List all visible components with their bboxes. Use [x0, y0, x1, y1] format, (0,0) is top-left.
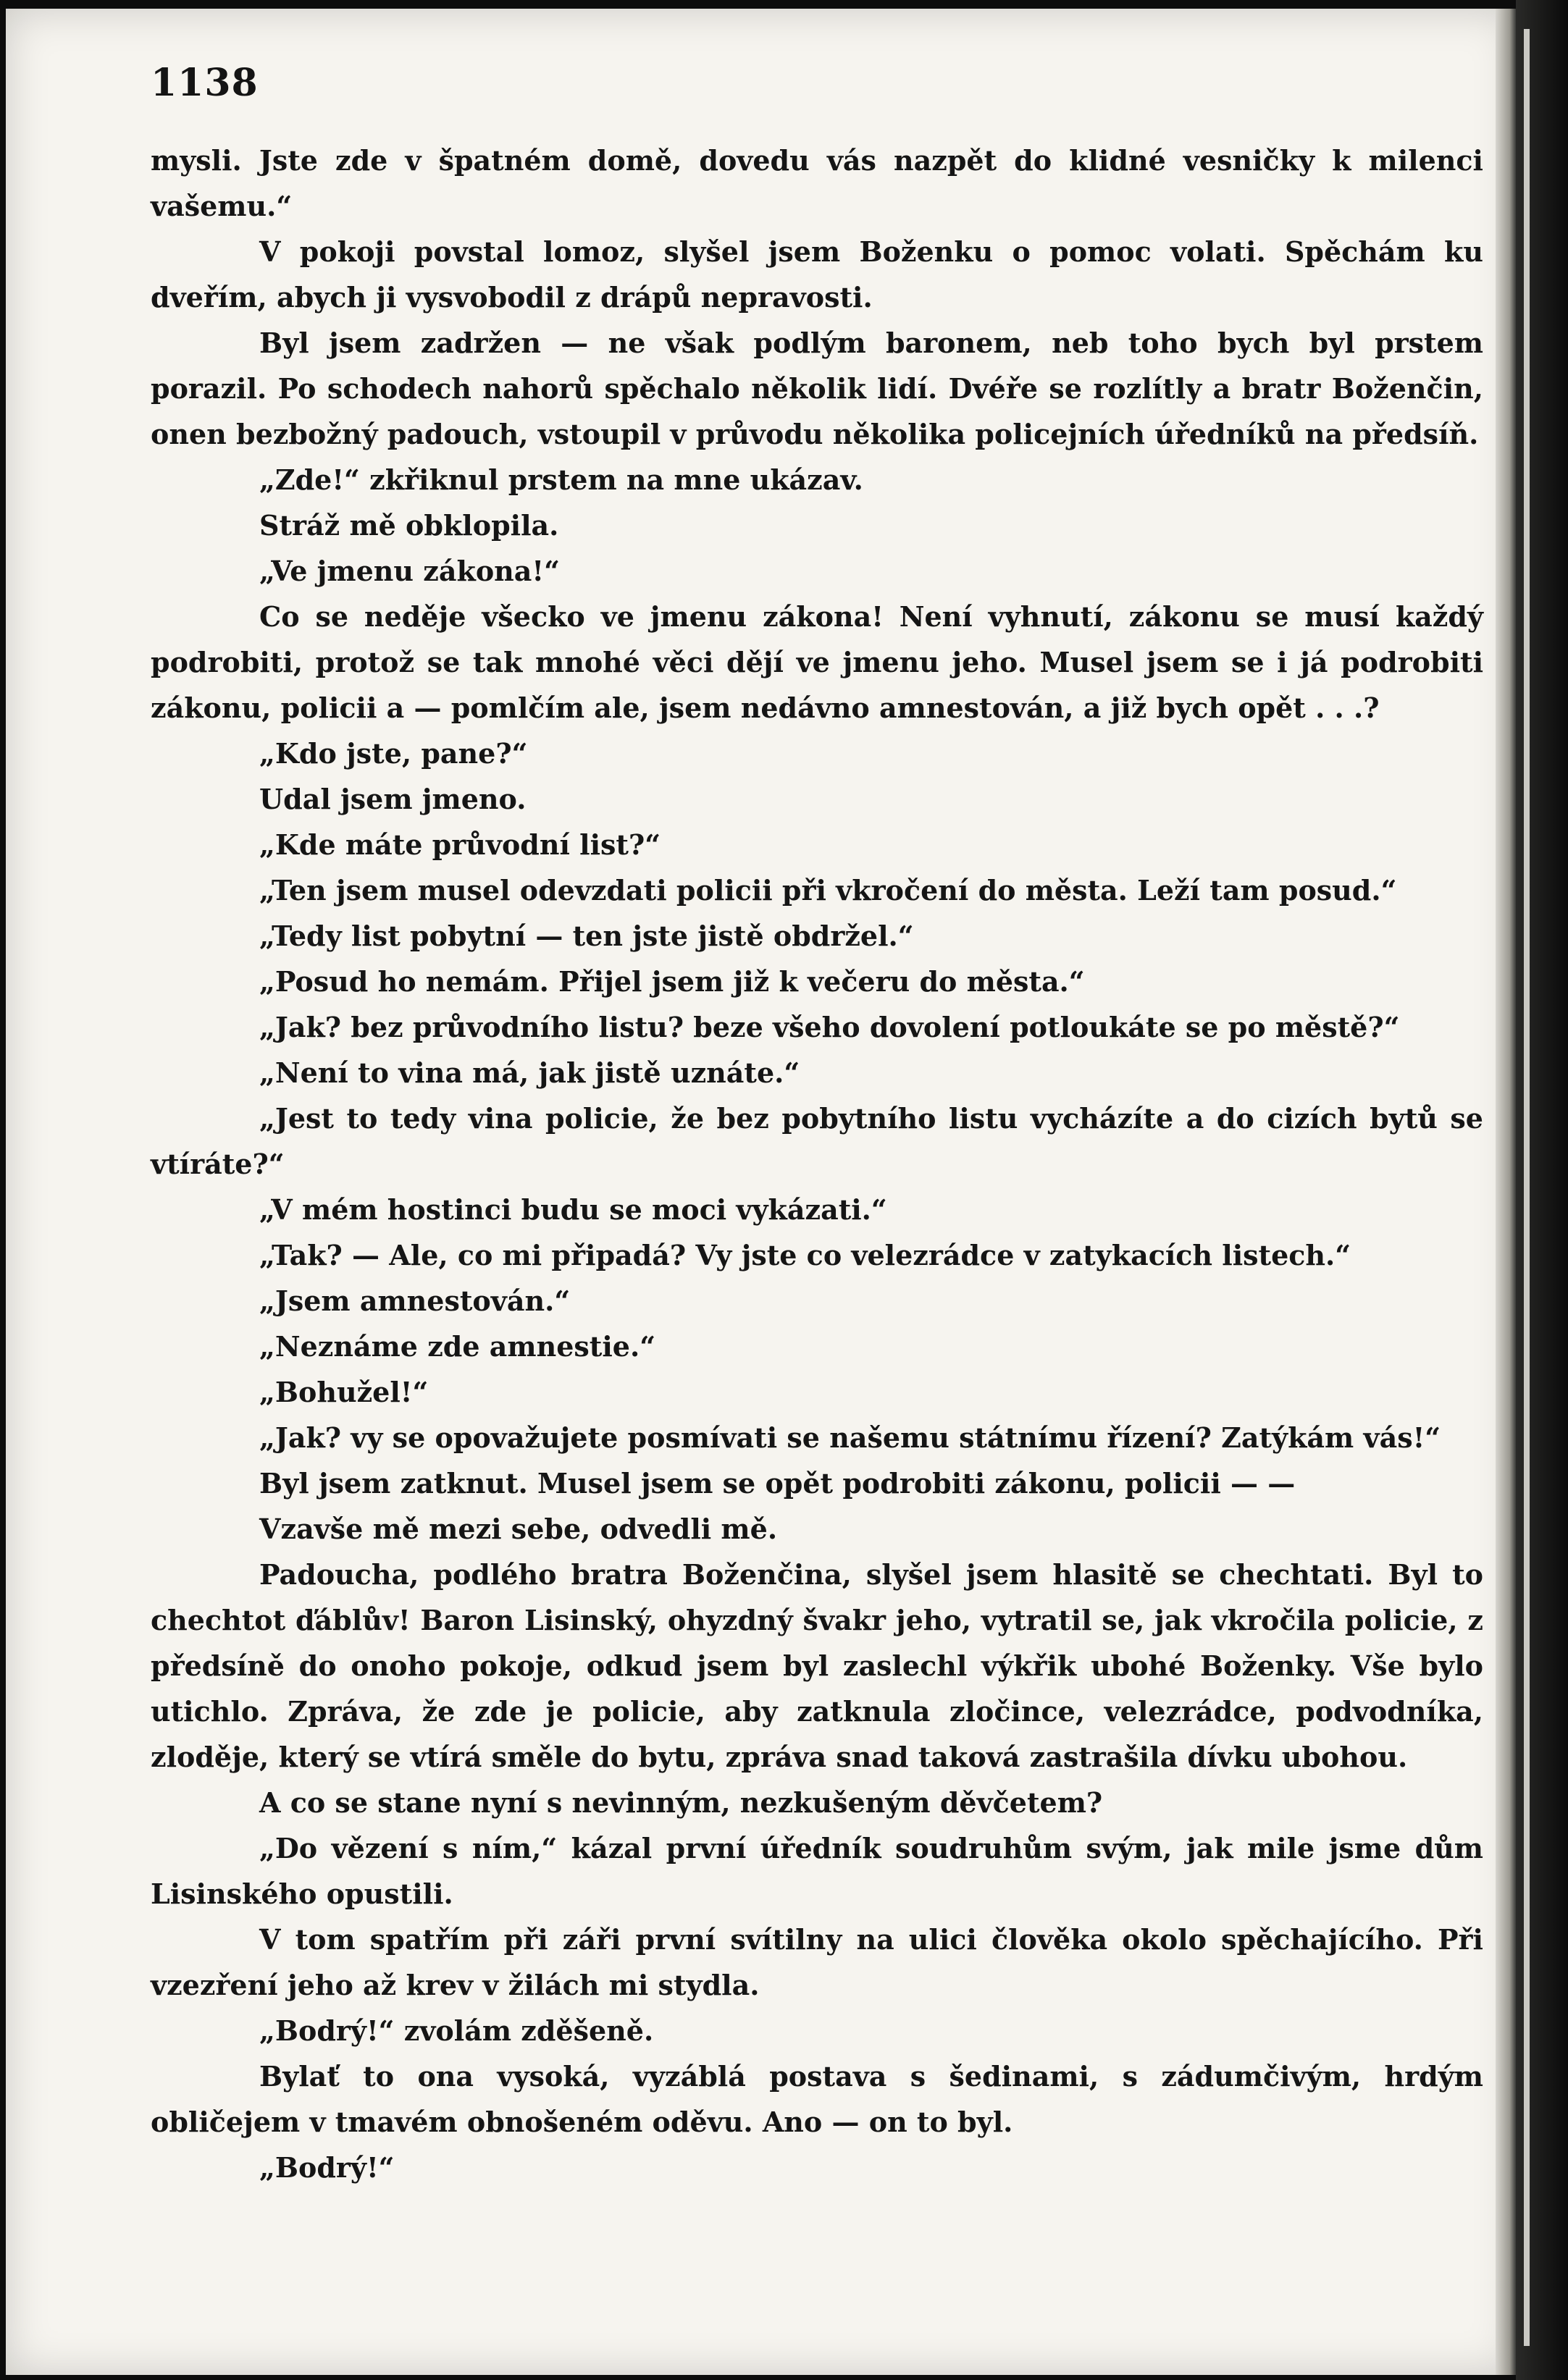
paragraph: Byl jsem zadržen — ne však podlým baronem, neb toho bych byl prstem porazil. Po schodech nahorů spěchalo několik lidí. Dvéře se rozlítly a bratr Boženčin, onen bezbožný padouch, vstoupil v průvodu několika policejních úředníků na předsíň.	[151, 327, 1483, 450]
paragraph: „Jak? vy se opovažujete posmívati se našemu státnímu řízení? Zatýkám vás!“	[259, 1421, 1441, 1454]
page-number: 1138	[151, 61, 259, 105]
book-page	[6, 9, 1516, 2375]
page-spine-shadow	[1496, 9, 1516, 2375]
paragraph: „V mém hostinci budu se moci vykázati.“	[259, 1193, 887, 1226]
paragraph: „Není to vina má, jak jistě uznáte.“	[259, 1056, 800, 1089]
paragraph: Co se neděje všecko ve jmenu zákona! Není vyhnutí, zákonu se musí každý podrobiti, protož se tak mnohé věci dějí ve jmenu jeho. Musel jsem se i já podrobiti zákonu, policii a — pomlčím ale, jsem nedávno amnestován, a již bych opět . . .?	[151, 600, 1483, 724]
paragraph: V tom spatřím při záři první svítilny na ulici člověka okolo spěchajícího. Při vzezření jeho až krev v žilách mi stydla.	[151, 1923, 1483, 2001]
paragraph: „Jak? bez průvodního listu? beze všeho dovolení potloukáte se po městě?“	[259, 1011, 1400, 1043]
paragraph: „Kdo jste, pane?“	[259, 737, 528, 770]
paragraph: Padoucha, podlého bratra Boženčina, slyšel jsem hlasitě se chechtati. Byl to chechtot ďáblův! Baron Lisinský, ohyzdný švakr jeho, vytratil se, jak vkročila policie, z předsíně do onoho pokoje, odkud jsem byl zaslechl výkřik ubohé Boženky. Vše bylo utichlo. Zpráva, že zde je policie, aby zatknula zločince, velezrádce, podvodníka, zloděje, který se vtírá směle do bytu, zpráva snad taková zastrašila dívku ubohou.	[151, 1558, 1483, 1773]
paragraph: „Bodrý!“	[259, 2151, 395, 2184]
paragraph: Vzavše mě mezi sebe, odvedli mě.	[259, 1513, 778, 1545]
paragraph: „Jsem amnestován.“	[259, 1284, 571, 1317]
paragraph: „Zde!“ zkřiknul prstem na mne ukázav.	[259, 463, 863, 496]
paragraph: „Ve jmenu zákona!“	[259, 555, 560, 587]
paragraph: „Ten jsem musel odevzdati policii při vkročení do města. Leží tam posud.“	[259, 874, 1397, 907]
paragraph: „Do vězení s ním,“ kázal první úředník soudruhům svým, jak mile jsme dům Lisinského opustili.	[151, 1832, 1483, 1910]
paragraph: A co se stane nyní s nevinným, nezkušeným děvčetem?	[259, 1786, 1103, 1819]
paragraph: mysli. Jste zde v špatném domě, dovedu vás nazpět do klidné vesničky k milenci vašemu.“	[151, 144, 1483, 222]
paragraph: „Tak? — Ale, co mi připadá? Vy jste co velezrádce v zatykacích listech.“	[259, 1239, 1351, 1271]
paragraph: „Bodrý!“ zvolám zděšeně.	[259, 2014, 654, 2047]
paragraph: Byl jsem zatknut. Musel jsem se opět podrobiti zákonu, policii — —	[259, 1467, 1296, 1500]
paragraph: Stráž mě obklopila.	[259, 509, 559, 542]
paragraph: „Kde máte průvodní list?“	[259, 828, 661, 861]
paragraph: Udal jsem jmeno.	[259, 783, 527, 815]
paragraph: „Neznáme zde amnestie.“	[259, 1330, 656, 1363]
page-text	[151, 138, 1483, 2190]
paragraph: Bylať to ona vysoká, vyzáblá postava s šedinami, s zádumčivým, hrdým obličejem v tmavém obnošeném oděvu. Ano — on to byl.	[151, 2060, 1483, 2138]
paragraph: „Tedy list pobytní — ten jste jistě obdržel.“	[259, 920, 914, 952]
next-page-edge	[1524, 29, 1530, 2346]
paragraph: „Bohužel!“	[259, 1376, 429, 1408]
paragraph: „Jest to tedy vina policie, že bez pobytního listu vycházíte a do cizích bytů se vtíráte?“	[151, 1102, 1483, 1180]
paragraph: „Posud ho nemám. Přijel jsem již k večeru do města.“	[259, 965, 1085, 998]
paragraph: V pokoji povstal lomoz, slyšel jsem Boženku o pomoc volati. Spěchám ku dveřím, abych ji vysvobodil z drápů nepravosti.	[151, 235, 1483, 314]
